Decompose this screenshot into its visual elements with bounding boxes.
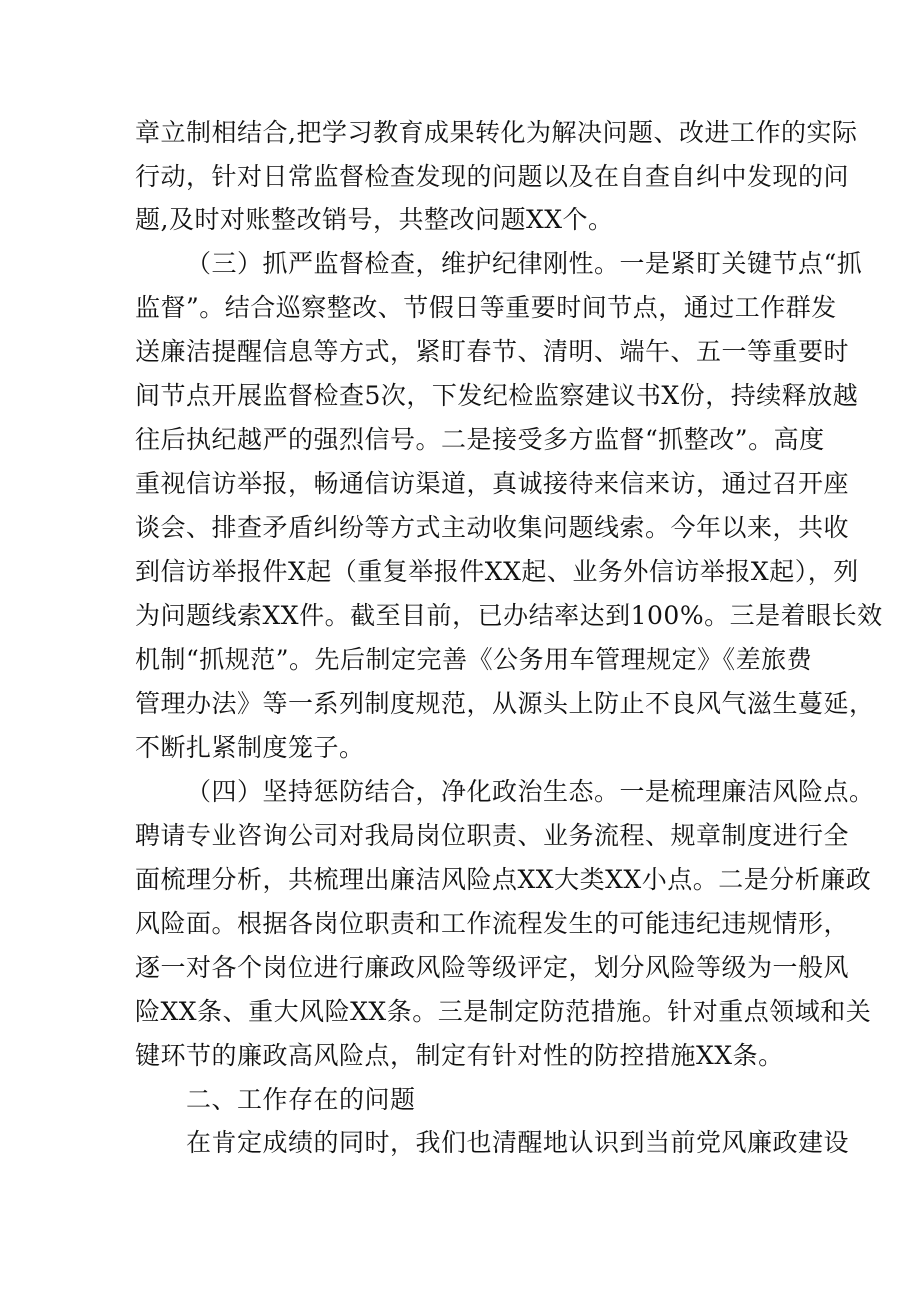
text-line: 往后执纪越严的强烈信号。二是接受多方监督“抓整改”。高度 bbox=[135, 425, 825, 454]
text-line: 聘请专业咨询公司对我局岗位职责、业务流程、规章制度进行全 bbox=[135, 821, 850, 850]
text-line: 在肯定成绩的同时，我们也清醒地认识到当前党风廉政建设 bbox=[186, 1128, 850, 1157]
text-line: 监督”。结合巡察整改、节假日等重要时间节点，通过工作群发 bbox=[135, 293, 837, 322]
text-line: 到信访举报件X起（重复举报件XX起、业务外信访举报X起），列 bbox=[135, 557, 859, 586]
text-line: 风险面。根据各岗位职责和工作流程发生的可能违纪违规情形， bbox=[135, 909, 850, 938]
text-line: 逐一对各个岗位进行廉政风险等级评定，划分风险等级为一般风 bbox=[135, 953, 850, 982]
text-line: 行动，针对日常监督检查发现的问题以及在自查自纠中发现的问 bbox=[135, 162, 850, 191]
text-line: 键环节的廉政高风险点，制定有针对性的防控措施XX条。 bbox=[135, 1041, 784, 1070]
text-line: 面梳理分析，共梳理出廉洁风险点XX大类XX小点。二是分析廉政 bbox=[135, 865, 872, 894]
text-line: 间节点开展监督检查5次，下发纪检监察建议书X份，持续释放越 bbox=[135, 381, 859, 410]
text-line: 机制“抓规范”。先后制定完善《公务用车管理规定》《差旅费 bbox=[135, 645, 813, 674]
section-four-heading-line: （四）坚持惩防结合，净化政治生态。一是梳理廉洁风险点。 bbox=[186, 777, 875, 806]
text-line: 题,及时对账整改销号，共整改问题XX个。 bbox=[135, 205, 614, 234]
text-line: 不断扎紧制度笼子。 bbox=[135, 733, 365, 762]
text-line: 管理办法》等一系列制度规范，从源头上防止不良风气滋生蔓延， bbox=[135, 689, 875, 718]
text-line: 送廉洁提醒信息等方式，紧盯春节、清明、端午、五一等重要时 bbox=[135, 337, 850, 366]
text-line: 重视信访举报，畅通信访渠道，真诚接待来信来访，通过召开座 bbox=[135, 469, 850, 498]
text-line: 谈会、排查矛盾纠纷等方式主动收集问题线索。今年以来，共收 bbox=[135, 513, 850, 542]
text-line: 险XX条、重大风险XX条。三是制定防范措施。针对重点领域和关 bbox=[135, 997, 872, 1026]
text-line: 章立制相结合,把学习教育成果转化为解决问题、改进工作的实际 bbox=[135, 118, 858, 147]
section-heading-problems: 二、工作存在的问题 bbox=[186, 1085, 416, 1114]
section-three-heading-line: （三）抓严监督检查，维护纪律刚性。一是紧盯关键节点“抓 bbox=[186, 249, 863, 278]
text-line: 为问题线索XX件。截至目前，已办结率达到100%。三是着眼长效 bbox=[135, 601, 883, 630]
